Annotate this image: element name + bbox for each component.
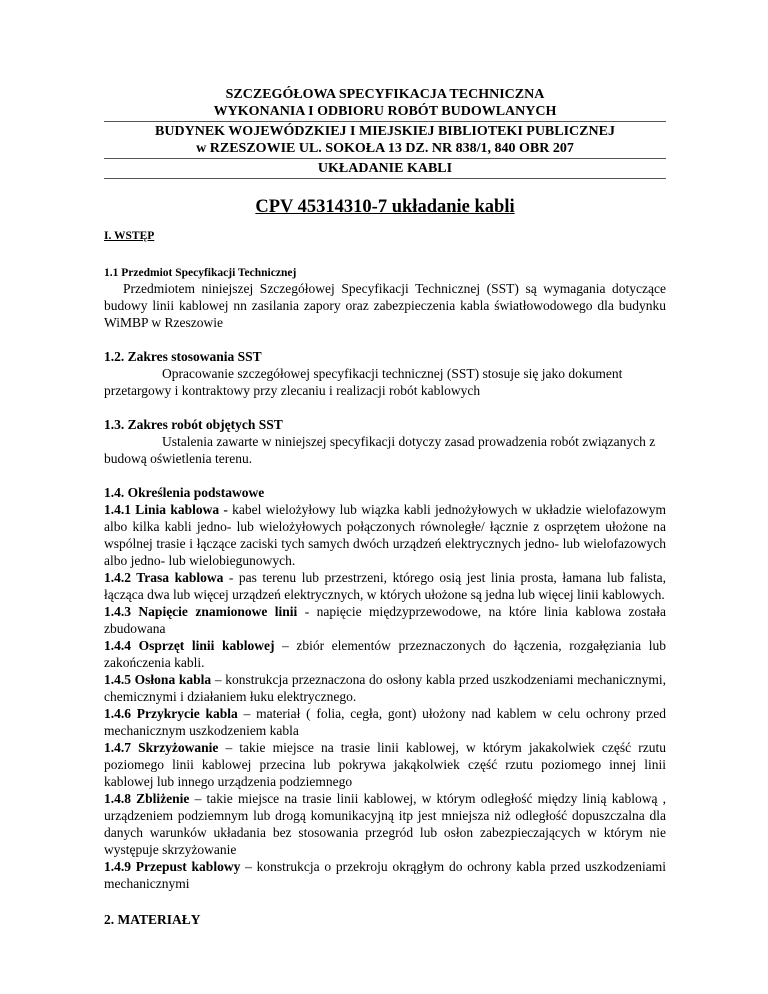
definition-1-4-8: 1.4.8 Zbliżenie – takie miejsce na trasie linii kablowej, w którym odległość między linią kablową , urządzeniem podziemnym lub drogą komunikacyjną itp jest mniejsza niż odległość dopuszczalna dla danych warunków układania bez stosowania przegród lub osłon zabezpieczających w którym nie występuje skrzyżowanie xyxy=(104,791,667,857)
header-line-3: BUDYNEK WOJEWÓDZKIEJ I MIEJSKIEJ BIBLIOTEKI PUBLICZNEJ xyxy=(155,124,615,139)
header-line-4: w RZESZOWIE UL. SOKOŁA 13 DZ. NR 838/1, 840 OBR 207 xyxy=(196,141,574,156)
subsection-1-1-title: 1.1 Przedmiot Specyfikacji Technicznej xyxy=(104,267,297,279)
definition-1-4-4: 1.4.4 Osprzęt linii kablowej – zbiór elementów przeznaczonych do łączenia, rozgałęziania lub zakończenia kabli. xyxy=(104,638,666,670)
subsection-1-3-text: Ustalenia zawarte w niniejszej specyfikacji dotyczy zasad prowadzenia robót związanych z budową oświetlenia terenu. xyxy=(104,434,656,466)
header-line-1: SZCZEGÓŁOWA SPECYFIKACJA TECHNICZNA xyxy=(225,87,545,102)
header-rule xyxy=(104,178,666,179)
header-line-2: WYKONANIA I ODBIORU ROBÓT BUDOWLANYCH xyxy=(213,104,557,119)
definition-1-4-3: 1.4.3 Napięcie znamionowe linii - napięcie międzyprzewodowe, na które linia kablowa została zbudowana xyxy=(104,604,666,636)
cpv-title: CPV 45314310-7 układanie kabli xyxy=(255,197,515,217)
definition-1-4-1: 1.4.1 Linia kablowa - kabel wielożyłowy lub wiązka kabli jednożyłowych w układzie wielofazowym albo kilka kabli jedno- lub wielożyłowych połączonych równoległe/ łącznie z osprzętem ułożone na wspólnej trasie i łączące zaciski tych samych dwóch urządzeń elektrycznych jedno- lub wielofazowych albo jedno- lub wielobiegunowych. xyxy=(104,502,666,568)
definition-1-4-9: 1.4.9 Przepust kablowy – konstrukcja o przekroju okrągłym do ochrony kabla przed uszkodzeniami mechanicznymi xyxy=(104,859,667,891)
header-rule xyxy=(104,158,666,159)
subsection-1-2-text: Opracowanie szczegółowej specyfikacji technicznej (SST) stosuje się jako dokument przetargowy i kontraktowy przy zlecaniu i realizacji robót kablowych xyxy=(104,366,623,398)
subsection-1-2-title: 1.2. Zakres stosowania SST xyxy=(104,349,262,364)
section-2-title: 2. MATERIAŁY xyxy=(104,912,201,927)
subsection-1-1-text: Przedmiotem niniejszej Szczegółowej Specyfikacji Technicznej (SST) są wymagania dotyczące budowy linii kablowej nn zasilania zapory oraz zabezpieczenia kabla światłowodowego dla budynku WiMBP w Rzeszowie xyxy=(104,281,666,330)
subsection-1-4-title: 1.4. Określenia podstawowe xyxy=(104,485,265,500)
section-1-title: I. WSTĘP xyxy=(104,230,155,242)
header-line-5: UKŁADANIE KABLI xyxy=(317,161,453,176)
definition-1-4-2: 1.4.2 Trasa kablowa - pas terenu lub przestrzeni, którego osią jest linia prosta, łamana lub falista, łącząca dwa lub więcej urządzeń elektrycznych, w których ułożone są jedna lub więcej linii kablowych. xyxy=(104,570,666,602)
document-page xyxy=(104,0,666,928)
definition-1-4-5: 1.4.5 Osłona kabla – konstrukcja przeznaczona do osłony kabla przed uszkodzeniami mechanicznymi, chemicznymi i działaniem łuku elektrycznego. xyxy=(104,672,666,704)
definition-1-4-6: 1.4.6 Przykrycie kabla – materiał ( folia, cegła, gont) ułożony nad kablem w celu ochrony przed mechanicznym uszkodzeniem kabla xyxy=(104,706,667,738)
header-rule xyxy=(104,121,666,122)
definition-1-4-7: 1.4.7 Skrzyżowanie – takie miejsce na trasie linii kablowej, w którym jakakolwiek część rzutu poziomego linii kablowej przecina lub pokrywa jakąkolwiek część rzutu poziomego innej linii kablowej lub innego urządzenia podziemnego xyxy=(104,740,666,789)
subsection-1-3-title: 1.3. Zakres robót objętych SST xyxy=(104,417,283,432)
